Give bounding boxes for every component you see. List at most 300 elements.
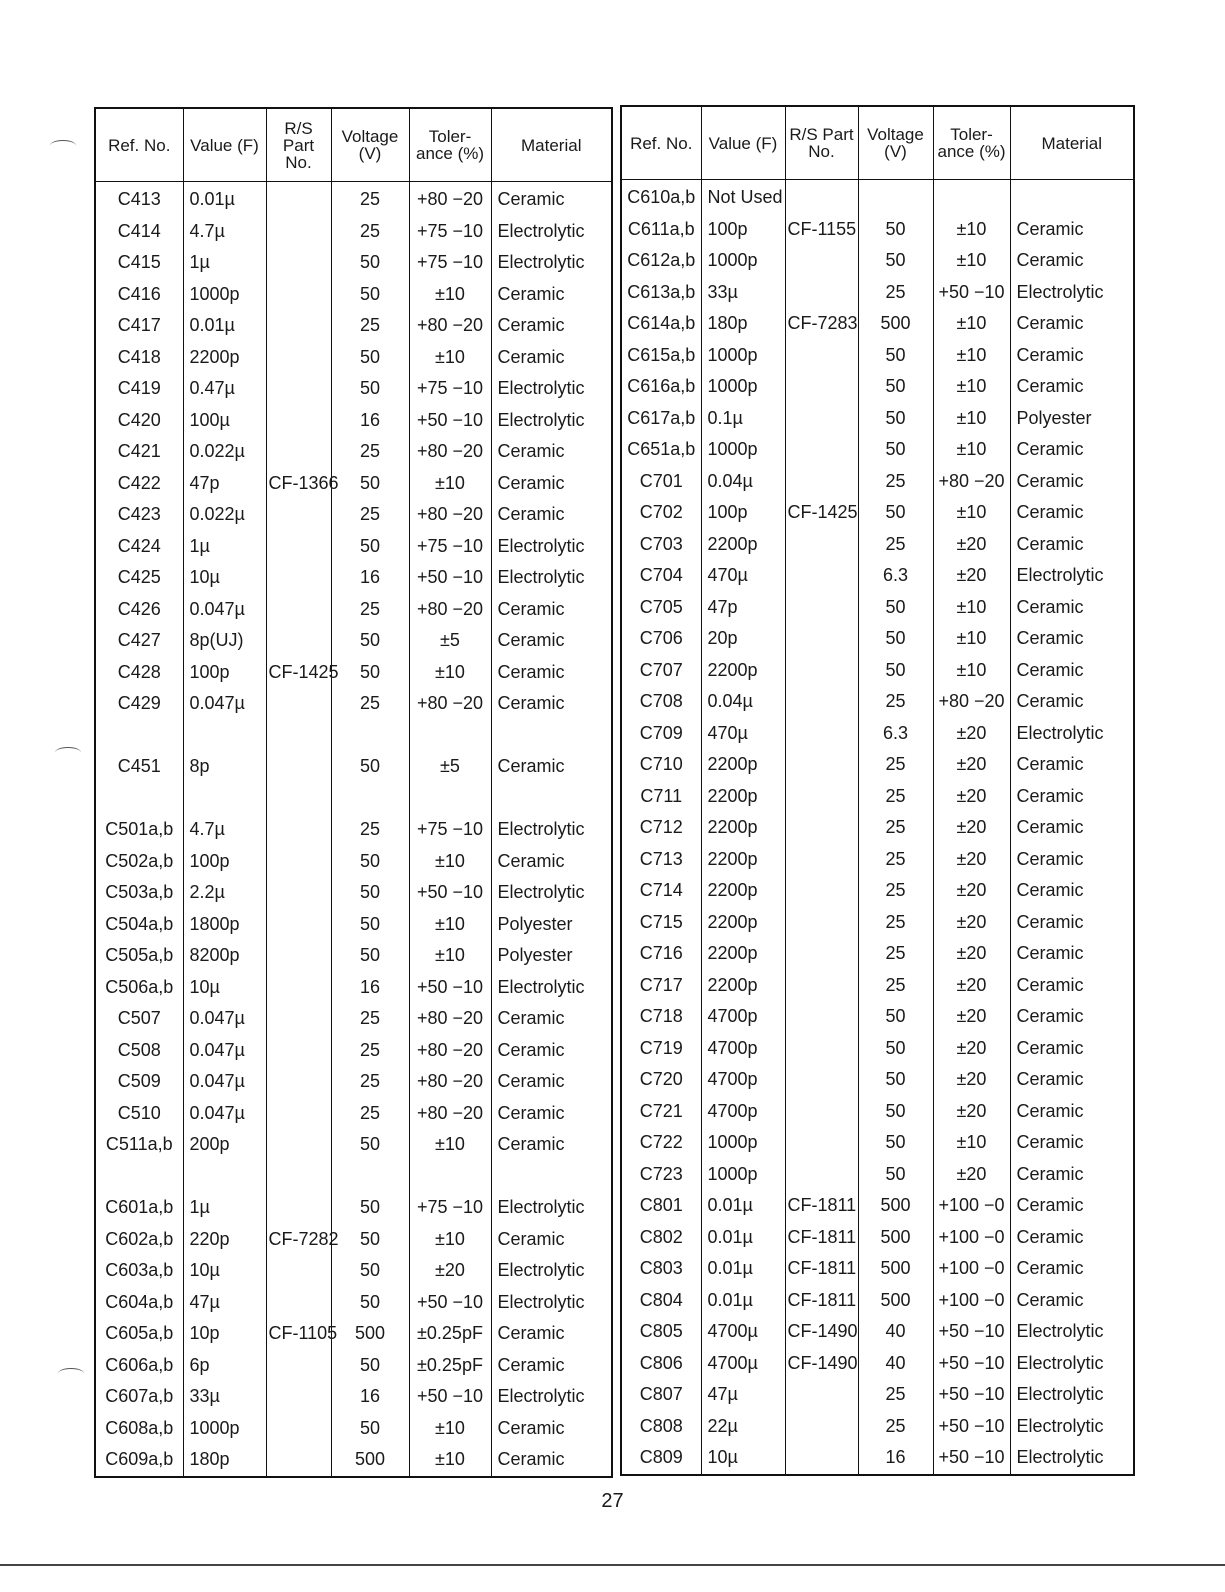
value-cell: 10µ: [183, 1255, 266, 1287]
binder-hole-mark: [50, 140, 76, 151]
value-cell: 0.04µ: [701, 686, 785, 718]
voltage-cell: 25: [858, 970, 933, 1002]
value-cell: 4.7µ: [183, 814, 266, 846]
table-row: [95, 247, 612, 279]
table-row: [621, 466, 1134, 498]
value-cell: 1µ: [183, 1192, 266, 1224]
value-cell: 2200p: [701, 938, 785, 970]
ref-cell: C417: [95, 310, 183, 342]
table-row: [95, 279, 612, 311]
material-cell: Ceramic: [1010, 1253, 1134, 1285]
material-cell: [491, 720, 612, 752]
ref-cell: C705: [621, 592, 701, 624]
value-cell: 0.022µ: [183, 436, 266, 468]
material-cell: Ceramic: [1010, 970, 1134, 1002]
value-cell: 2200p: [701, 529, 785, 561]
table-row: [621, 1348, 1134, 1380]
ref-cell: C723: [621, 1159, 701, 1191]
value-cell: 0.01µ: [183, 310, 266, 342]
voltage-cell: 25: [858, 812, 933, 844]
voltage-cell: 50: [331, 657, 409, 689]
voltage-cell: 25: [331, 814, 409, 846]
part-number-cell: [266, 1255, 331, 1287]
part-number-cell: [785, 1442, 858, 1475]
value-cell: 1000p: [701, 371, 785, 403]
voltage-cell: 50: [858, 403, 933, 435]
table-row: [621, 497, 1134, 529]
material-cell: Ceramic: [491, 1035, 612, 1067]
part-number-cell: [266, 1444, 331, 1477]
value-cell: 10p: [183, 1318, 266, 1350]
value-cell: 2200p: [701, 875, 785, 907]
tolerance-cell: +80 −20: [409, 1066, 491, 1098]
ref-cell: C709: [621, 718, 701, 750]
part-number-cell: [785, 781, 858, 813]
header-voltage: Voltage (V): [858, 106, 933, 180]
value-cell: 0.01µ: [183, 182, 266, 216]
ref-cell: C720: [621, 1064, 701, 1096]
material-cell: Electrolytic: [1010, 718, 1134, 750]
part-number-cell: [785, 718, 858, 750]
tolerance-cell: +100 −0: [933, 1222, 1010, 1254]
material-cell: Ceramic: [491, 342, 612, 374]
voltage-cell: 25: [331, 688, 409, 720]
ref-cell: C420: [95, 405, 183, 437]
tolerance-cell: ±20: [933, 812, 1010, 844]
part-number-cell: CF-1425: [266, 657, 331, 689]
tolerance-cell: ±10: [409, 1413, 491, 1445]
material-cell: Ceramic: [1010, 1001, 1134, 1033]
ref-cell: C802: [621, 1222, 701, 1254]
table-row: [621, 308, 1134, 340]
tolerance-cell: ±10: [409, 1224, 491, 1256]
voltage-cell: 50: [331, 877, 409, 909]
table-row: [95, 783, 612, 815]
material-cell: Ceramic: [1010, 938, 1134, 970]
value-cell: 180p: [183, 1444, 266, 1477]
tolerance-cell: +75 −10: [409, 373, 491, 405]
table-row: [95, 1413, 612, 1445]
ref-cell: C807: [621, 1379, 701, 1411]
table-row: [95, 625, 612, 657]
ref-cell: C617a,b: [621, 403, 701, 435]
voltage-cell: 25: [331, 1003, 409, 1035]
value-cell: [183, 720, 266, 752]
value-cell: [183, 1161, 266, 1193]
voltage-cell: 50: [858, 1064, 933, 1096]
value-cell: 1000p: [701, 434, 785, 466]
voltage-cell: 50: [331, 468, 409, 500]
voltage-cell: 25: [331, 182, 409, 216]
part-number-cell: CF-1811: [785, 1190, 858, 1222]
material-cell: Electrolytic: [1010, 1411, 1134, 1443]
voltage-cell: 50: [858, 371, 933, 403]
voltage-cell: 50: [331, 625, 409, 657]
table-row: [621, 1190, 1134, 1222]
material-cell: Ceramic: [1010, 1064, 1134, 1096]
ref-cell: C702: [621, 497, 701, 529]
ref-cell: C603a,b: [95, 1255, 183, 1287]
table-row: [621, 592, 1134, 624]
voltage-cell: 25: [331, 216, 409, 248]
material-cell: Ceramic: [1010, 1127, 1134, 1159]
material-cell: Ceramic: [491, 1098, 612, 1130]
part-number-cell: CF-7283: [785, 308, 858, 340]
value-cell: 47p: [701, 592, 785, 624]
table-row: [95, 1192, 612, 1224]
material-cell: Electrolytic: [491, 562, 612, 594]
voltage-cell: 40: [858, 1348, 933, 1380]
value-cell: 47p: [183, 468, 266, 500]
voltage-cell: 50: [858, 434, 933, 466]
material-cell: Ceramic: [491, 1350, 612, 1382]
value-cell: 8200p: [183, 940, 266, 972]
tolerance-cell: ±10: [933, 434, 1010, 466]
table-row: [621, 1442, 1134, 1475]
voltage-cell: [331, 720, 409, 752]
part-number-cell: [266, 1098, 331, 1130]
value-cell: 0.01µ: [701, 1190, 785, 1222]
ref-cell: C503a,b: [95, 877, 183, 909]
ref-cell: C806: [621, 1348, 701, 1380]
table-row: [95, 1161, 612, 1193]
voltage-cell: 25: [331, 1066, 409, 1098]
material-cell: Electrolytic: [491, 1255, 612, 1287]
table-row: [95, 310, 612, 342]
voltage-cell: 500: [858, 1253, 933, 1285]
voltage-cell: 25: [858, 686, 933, 718]
value-cell: 8p(UJ): [183, 625, 266, 657]
voltage-cell: 25: [858, 875, 933, 907]
tolerance-cell: ±20: [933, 1001, 1010, 1033]
material-cell: Electrolytic: [1010, 1316, 1134, 1348]
header-material: Material: [1010, 106, 1134, 180]
ref-cell: C423: [95, 499, 183, 531]
value-cell: 10µ: [183, 972, 266, 1004]
value-cell: [183, 783, 266, 815]
table-row: [95, 405, 612, 437]
part-number-cell: CF-1425: [785, 497, 858, 529]
value-cell: 1µ: [183, 531, 266, 563]
material-cell: [491, 1161, 612, 1193]
voltage-cell: 50: [331, 909, 409, 941]
ref-cell: C722: [621, 1127, 701, 1159]
table-row: [95, 972, 612, 1004]
value-cell: 2200p: [701, 781, 785, 813]
voltage-cell: 50: [858, 1033, 933, 1065]
value-cell: 0.1µ: [701, 403, 785, 435]
table-body: [621, 180, 1134, 1475]
material-cell: Electrolytic: [1010, 1442, 1134, 1475]
part-number-cell: [266, 720, 331, 752]
part-number-cell: [785, 1379, 858, 1411]
table-row: [621, 970, 1134, 1002]
tolerance-cell: +50 −10: [409, 1381, 491, 1413]
tolerance-cell: +75 −10: [409, 814, 491, 846]
value-cell: 8p: [183, 751, 266, 783]
table-row: [621, 403, 1134, 435]
value-cell: 100p: [183, 657, 266, 689]
material-cell: [491, 783, 612, 815]
tolerance-cell: ±10: [933, 245, 1010, 277]
tolerance-cell: [409, 720, 491, 752]
material-cell: Electrolytic: [491, 373, 612, 405]
value-cell: 470µ: [701, 560, 785, 592]
tolerance-cell: ±10: [409, 909, 491, 941]
part-number-cell: [785, 875, 858, 907]
value-cell: 1000p: [701, 340, 785, 372]
part-number-cell: [266, 1413, 331, 1445]
voltage-cell: 50: [858, 1159, 933, 1191]
voltage-cell: 50: [858, 340, 933, 372]
material-cell: Electrolytic: [491, 1192, 612, 1224]
tolerance-cell: +80 −20: [409, 688, 491, 720]
table-row: [95, 562, 612, 594]
part-number-cell: [266, 279, 331, 311]
header-part: R/S Part No.: [266, 108, 331, 182]
value-cell: 100p: [701, 497, 785, 529]
table-body: [95, 182, 612, 1477]
ref-cell: C707: [621, 655, 701, 687]
ref-cell: C711: [621, 781, 701, 813]
part-number-cell: [266, 1129, 331, 1161]
value-cell: 220p: [183, 1224, 266, 1256]
table-row: [621, 529, 1134, 561]
voltage-cell: 500: [858, 1222, 933, 1254]
voltage-cell: 500: [858, 1190, 933, 1222]
value-cell: 33µ: [701, 277, 785, 309]
part-number-cell: [785, 938, 858, 970]
tolerance-cell: +50 −10: [933, 277, 1010, 309]
table-row: [621, 1285, 1134, 1317]
value-cell: 22µ: [701, 1411, 785, 1443]
material-cell: Ceramic: [491, 310, 612, 342]
material-cell: Ceramic: [491, 499, 612, 531]
material-cell: Electrolytic: [491, 216, 612, 248]
table-row: [621, 277, 1134, 309]
value-cell: 4700p: [701, 1064, 785, 1096]
part-number-cell: CF-1490: [785, 1348, 858, 1380]
ref-cell: C451: [95, 751, 183, 783]
material-cell: Ceramic: [1010, 781, 1134, 813]
voltage-cell: 500: [331, 1444, 409, 1477]
part-number-cell: [785, 655, 858, 687]
value-cell: 2200p: [701, 907, 785, 939]
header-ref: Ref. No.: [95, 108, 183, 182]
tolerance-cell: [933, 180, 1010, 214]
part-number-cell: [785, 623, 858, 655]
material-cell: Ceramic: [491, 688, 612, 720]
voltage-cell: 500: [858, 308, 933, 340]
material-cell: Electrolytic: [1010, 1348, 1134, 1380]
value-cell: 0.047µ: [183, 1066, 266, 1098]
material-cell: Ceramic: [1010, 529, 1134, 561]
voltage-cell: 25: [858, 1411, 933, 1443]
table-row: [95, 373, 612, 405]
value-cell: 10µ: [701, 1442, 785, 1475]
part-number-cell: [266, 1381, 331, 1413]
material-cell: Ceramic: [491, 1066, 612, 1098]
part-number-cell: [266, 499, 331, 531]
tolerance-cell: ±20: [933, 1159, 1010, 1191]
value-cell: 0.022µ: [183, 499, 266, 531]
voltage-cell: 50: [331, 1350, 409, 1382]
table-row: [95, 877, 612, 909]
ref-cell: C415: [95, 247, 183, 279]
voltage-cell: 50: [858, 623, 933, 655]
table-row: [621, 1096, 1134, 1128]
ref-cell: C413: [95, 182, 183, 216]
value-cell: 2.2µ: [183, 877, 266, 909]
part-number-cell: [785, 749, 858, 781]
capacitor-table-left: [94, 107, 613, 1478]
part-number-cell: [266, 1161, 331, 1193]
value-cell: 470µ: [701, 718, 785, 750]
tolerance-cell: +80 −20: [409, 436, 491, 468]
part-number-cell: [266, 405, 331, 437]
voltage-cell: 25: [331, 310, 409, 342]
material-cell: Electrolytic: [491, 877, 612, 909]
ref-cell: C801: [621, 1190, 701, 1222]
material-cell: Ceramic: [1010, 340, 1134, 372]
header-value: Value (F): [701, 106, 785, 180]
value-cell: 0.047µ: [183, 1003, 266, 1035]
material-cell: Ceramic: [1010, 1159, 1134, 1191]
material-cell: Ceramic: [1010, 371, 1134, 403]
table-row: [621, 781, 1134, 813]
value-cell: 0.01µ: [701, 1222, 785, 1254]
part-number-cell: [785, 277, 858, 309]
tolerance-cell: ±10: [933, 592, 1010, 624]
table-row: [621, 875, 1134, 907]
value-cell: 6p: [183, 1350, 266, 1382]
voltage-cell: 50: [858, 1001, 933, 1033]
part-number-cell: CF-1811: [785, 1285, 858, 1317]
table-header-row: [621, 106, 1134, 180]
value-cell: 1000p: [183, 279, 266, 311]
ref-cell: C613a,b: [621, 277, 701, 309]
tolerance-cell: +100 −0: [933, 1285, 1010, 1317]
part-number-cell: [785, 1127, 858, 1159]
tolerance-cell: +80 −20: [409, 594, 491, 626]
tolerance-cell: +50 −10: [409, 405, 491, 437]
voltage-cell: 50: [331, 247, 409, 279]
value-cell: 100p: [183, 846, 266, 878]
table-row: [95, 436, 612, 468]
voltage-cell: 50: [858, 655, 933, 687]
value-cell: 1800p: [183, 909, 266, 941]
value-cell: 4700p: [701, 1001, 785, 1033]
part-number-cell: [266, 1350, 331, 1382]
voltage-cell: 50: [858, 592, 933, 624]
ref-cell: C708: [621, 686, 701, 718]
table-row: [95, 216, 612, 248]
tolerance-cell: [409, 1161, 491, 1193]
material-cell: Ceramic: [491, 657, 612, 689]
part-number-cell: [266, 373, 331, 405]
material-cell: Ceramic: [1010, 844, 1134, 876]
voltage-cell: 50: [331, 1413, 409, 1445]
material-cell: Ceramic: [1010, 592, 1134, 624]
table-row: [621, 1127, 1134, 1159]
ref-cell: C717: [621, 970, 701, 1002]
ref-cell: C714: [621, 875, 701, 907]
material-cell: Electrolytic: [1010, 1379, 1134, 1411]
table-row: [621, 623, 1134, 655]
tolerance-cell: +75 −10: [409, 531, 491, 563]
ref-cell: C606a,b: [95, 1350, 183, 1382]
ref-cell: C421: [95, 436, 183, 468]
tolerance-cell: +50 −10: [409, 562, 491, 594]
value-cell: 2200p: [701, 844, 785, 876]
tolerance-cell: ±5: [409, 625, 491, 657]
material-cell: Electrolytic: [491, 531, 612, 563]
material-cell: Ceramic: [491, 1413, 612, 1445]
material-cell: Electrolytic: [491, 247, 612, 279]
voltage-cell: 40: [858, 1316, 933, 1348]
voltage-cell: 50: [331, 1287, 409, 1319]
ref-cell: C414: [95, 216, 183, 248]
tolerance-cell: ±10: [933, 497, 1010, 529]
value-cell: 1000p: [701, 1159, 785, 1191]
tolerance-cell: ±20: [933, 1064, 1010, 1096]
part-number-cell: [266, 1192, 331, 1224]
table-row: [95, 688, 612, 720]
tolerance-cell: ±20: [933, 1033, 1010, 1065]
part-number-cell: [266, 1035, 331, 1067]
voltage-cell: 50: [331, 342, 409, 374]
part-number-cell: [785, 844, 858, 876]
ref-cell: C507: [95, 1003, 183, 1035]
binder-hole-mark: [58, 1368, 84, 1379]
table-row: [95, 1129, 612, 1161]
voltage-cell: [331, 783, 409, 815]
ref-cell: C704: [621, 560, 701, 592]
ref-cell: C809: [621, 1442, 701, 1475]
value-cell: Not Used: [701, 180, 785, 214]
value-cell: 200p: [183, 1129, 266, 1161]
material-cell: Ceramic: [491, 846, 612, 878]
material-cell: Ceramic: [1010, 907, 1134, 939]
tolerance-cell: +75 −10: [409, 247, 491, 279]
part-number-cell: [785, 1096, 858, 1128]
ref-cell: C713: [621, 844, 701, 876]
table-row: [95, 531, 612, 563]
part-number-cell: [266, 216, 331, 248]
table-row: [621, 907, 1134, 939]
tolerance-cell: +50 −10: [409, 877, 491, 909]
part-number-cell: [785, 403, 858, 435]
tolerance-cell: +80 −20: [933, 466, 1010, 498]
material-cell: Ceramic: [1010, 245, 1134, 277]
tolerance-cell: ±20: [409, 1255, 491, 1287]
tolerance-cell: ±10: [933, 1127, 1010, 1159]
tolerance-cell: ±0.25pF: [409, 1350, 491, 1382]
material-cell: Polyester: [491, 909, 612, 941]
voltage-cell: 50: [331, 373, 409, 405]
tolerance-cell: ±10: [409, 342, 491, 374]
voltage-cell: 25: [331, 1035, 409, 1067]
ref-cell: C721: [621, 1096, 701, 1128]
part-number-cell: [266, 594, 331, 626]
ref-cell: C510: [95, 1098, 183, 1130]
voltage-cell: 50: [331, 846, 409, 878]
table-row: [95, 1287, 612, 1319]
table-row: [95, 468, 612, 500]
material-cell: Ceramic: [491, 625, 612, 657]
tolerance-cell: ±20: [933, 718, 1010, 750]
table-row: [621, 1001, 1134, 1033]
